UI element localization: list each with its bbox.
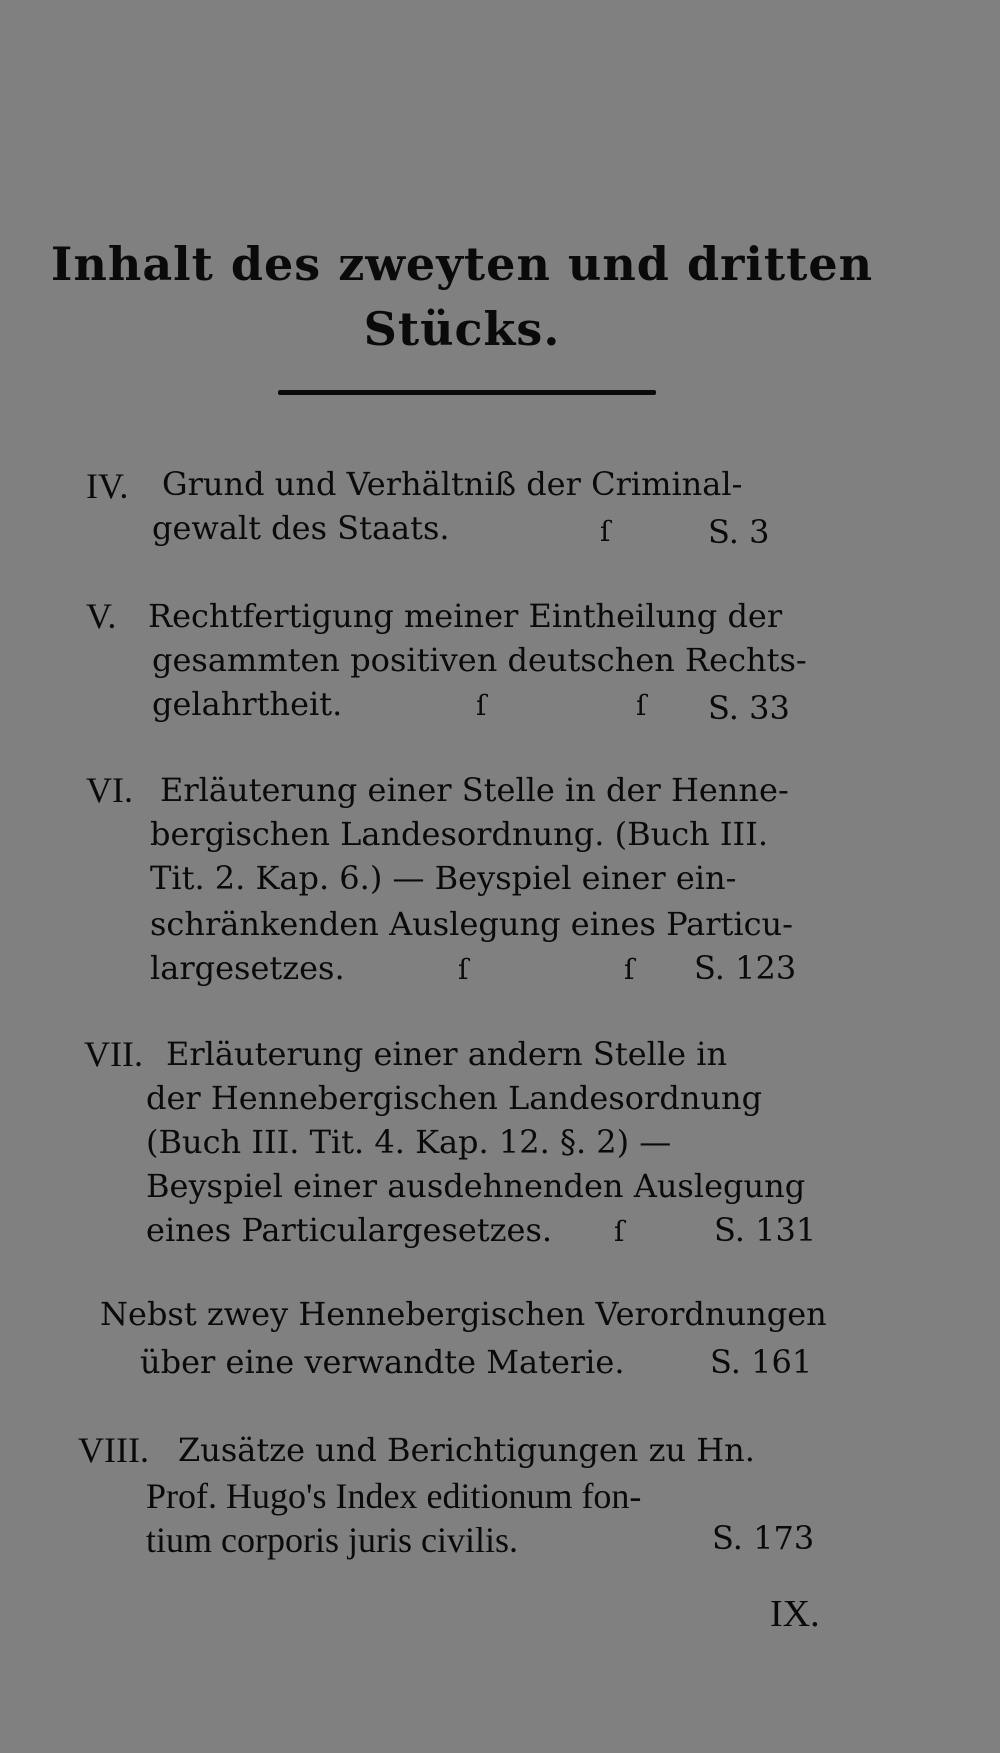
page-title-continued: Stücks. xyxy=(363,302,561,356)
page-reference: S. 33 xyxy=(708,689,790,727)
entry-text-line: Erläuterung einer Stelle in der Henne- xyxy=(160,771,789,809)
leader-mark: ſ xyxy=(600,515,611,548)
leader-mark: ſ xyxy=(476,689,487,722)
page-reference: S. 3 xyxy=(708,513,770,551)
entry-text-line: gelahrtheit. xyxy=(152,685,343,723)
entry-text-line: eines Particulargesetzes. xyxy=(146,1211,553,1249)
page-reference: S. 131 xyxy=(714,1211,817,1249)
entry-text-line: über eine verwandte Materie. xyxy=(140,1343,625,1381)
entry-text-line: Tit. 2. Kap. 6.) — Beyspiel einer ein- xyxy=(150,859,737,897)
entry-text-line: Grund und Verhältniß der Criminal- xyxy=(162,465,743,503)
entry-number: VI. xyxy=(86,770,133,810)
entry-text-line: gewalt des Staats. xyxy=(152,509,450,547)
leader-mark: ſ xyxy=(636,689,647,722)
entry-text-line: tium corporis juris civilis. xyxy=(146,1520,518,1560)
entry-number: V. xyxy=(86,596,117,636)
page-reference: S. 123 xyxy=(694,949,797,987)
entry-number: VIII. xyxy=(78,1430,149,1470)
entry-text-line: schränkenden Auslegung eines Particu- xyxy=(150,905,793,943)
entry-text-line: (Buch III. Tit. 4. Kap. 12. §. 2) — xyxy=(146,1123,672,1161)
page-reference: S. 161 xyxy=(710,1343,813,1381)
entry-number: IV. xyxy=(86,466,129,506)
entry-text-line: bergischen Landesordnung. (Buch III. xyxy=(150,815,768,853)
leader-mark: ſ xyxy=(458,953,469,986)
entry-text-line: gesammten positiven deutschen Rechts- xyxy=(152,641,807,679)
leader-mark: ſ xyxy=(624,953,635,986)
page-title: Inhalt des zweyten und dritten xyxy=(50,237,874,291)
entry-text-line: Beyspiel einer ausdehnenden Auslegung xyxy=(146,1167,806,1205)
entry-number: VII. xyxy=(84,1034,143,1074)
catchword: IX. xyxy=(770,1593,820,1635)
entry-text-line: Rechtfertigung meiner Eintheilung der xyxy=(148,597,783,635)
entry-text-line: Zusätze und Berichtigungen zu Hn. xyxy=(178,1431,755,1469)
leader-mark: ſ xyxy=(614,1215,625,1248)
page-reference: S. 173 xyxy=(712,1519,815,1557)
entry-text-line: largesetzes. xyxy=(150,949,345,987)
title-rule xyxy=(278,390,656,395)
entry-text-line: Prof. Hugo's Index editionum fon- xyxy=(146,1476,642,1516)
entry-text-line: Erläuterung einer andern Stelle in xyxy=(166,1035,728,1073)
entry-text-line: der Hennebergischen Landesordnung xyxy=(146,1079,763,1117)
entry-text-line: Nebst zwey Hennebergischen Verordnungen xyxy=(100,1295,827,1333)
